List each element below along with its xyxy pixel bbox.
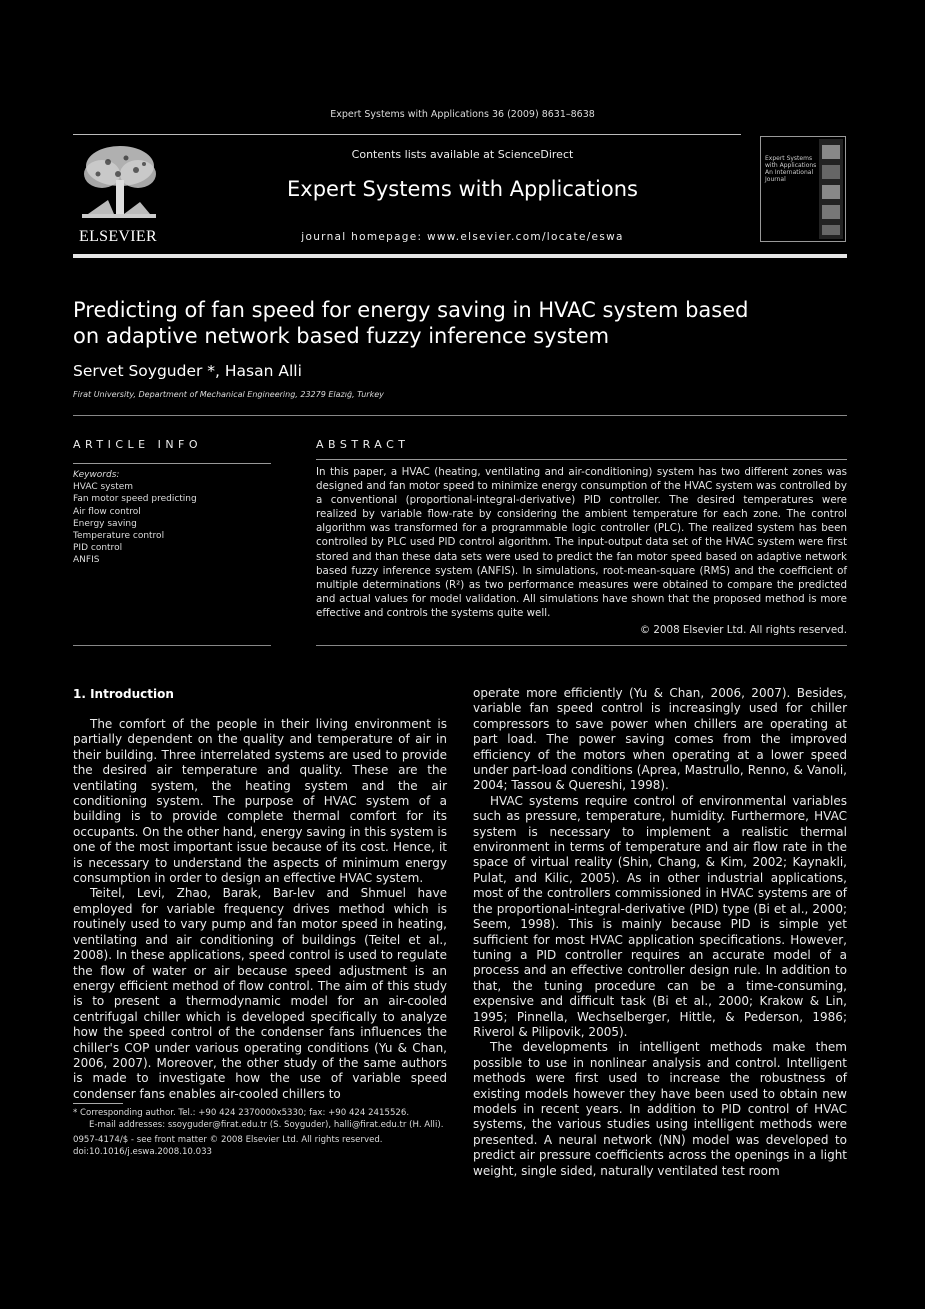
paper-title-line-2: on adaptive network based fuzzy inference system [73, 324, 610, 348]
issn-line: 0957-4174/$ - see front matter © 2008 Elsevier Ltd. All rights reserved. [73, 1135, 383, 1145]
title-divider [73, 415, 847, 416]
body-column-right [473, 686, 847, 1179]
cover-text: Expert Systems with Applications An International Journal [765, 155, 817, 183]
cover-pattern-icon [819, 139, 843, 239]
front-matter [73, 1134, 383, 1158]
footnote [73, 1108, 447, 1131]
keyword-item: Energy saving [73, 518, 137, 529]
paper-title [73, 297, 773, 349]
keyword-item: PID control [73, 543, 123, 554]
affiliation: Firat University, Department of Mechanical Engineering, 23279 Elazığ, Turkey [73, 390, 384, 399]
authors: Servet Soyguder *, Hasan Alli [73, 362, 302, 380]
abstract-rule [316, 459, 847, 460]
contents-availability: Contents lists available at ScienceDirect [351, 148, 574, 161]
keywords-list [73, 469, 273, 567]
article-info-rule [73, 463, 271, 464]
elsevier-tree-icon [78, 144, 160, 224]
body-paragraph: The comfort of the people in their living environment is partially dependent on the quality and temperature of air in their building. Three interrelated systems are used to provide the desired air temperature and quality. These are the ventilating system, the heating system and the air conditioning system. The purpose of HVAC system of a building is to provide complete thermal comfort for its occupants. On the other hand, energy saving in this system is one of the most important issue because of its cost. Hence, it is necessary to understand the aspects of minimum energy consumption in order to design an effective HVAC system. [73, 717, 447, 886]
abstract-text: In this paper, a HVAC (heating, ventilating and air-conditioning) system has two different zones was designed and fan motor speed to minimize energy consumption of the HVAC system was controlled by a conventional (proportional-integral-derivative) PID controller. The desired temperatures were realized by variable flow-rate by considering the ambient temperature for each zone. The control algorithm was transformed for a programmable logic controller (PLC). The realized system has been controlled by PLC used PID control algorithm. The input-output data set of the HVAC system were first stored and than these data sets were used to predict the fan motor speed based on adaptive network based fuzzy inference system (ANFIS). In simulations, root-mean-square (RMS) and the coefficient of multiple determinations (R²) as two performance measures were obtained to compare the predicted and actual values for model validation. All simulations have shown that the proposed method is more effective and controls the systems quite well. [316, 466, 847, 619]
journal-reference: Expert Systems with Applications 36 (2009) 8631–8638 [330, 109, 595, 120]
abstract-heading: ABSTRACT [316, 438, 410, 451]
header-top-rule [73, 134, 741, 135]
introduction-heading: 1. Introduction [73, 687, 174, 701]
article-info-heading: ARTICLE INFO [73, 438, 203, 451]
keyword-item: Temperature control [73, 531, 165, 542]
publisher-name: ELSEVIER [79, 228, 157, 245]
body-paragraph: Teitel, Levi, Zhao, Barak, Bar-lev and Shmuel have employed for variable frequency drives method which is routinely used to vary pump and fan motor speed in heating, ventilating and air conditioning of buildings (Teitel et al., 2008). In these applications, speed control is used to regulate the flow of water or air because speed adjustment is an energy efficient method of flow control. The aim of this study is to present a thermodynamic model for an air-cooled centrifugal chiller which is developed specifically to analyze how the speed control of the condenser fans influences the chiller's COP under various operating conditions (Yu & Chan, 2006, 2007). Moreover, the other study of the same authors is made to investigate how the use of variable speed condenser fans enables air-cooled chillers to [73, 886, 447, 1101]
header-thick-rule [73, 254, 847, 258]
body-paragraph: HVAC systems require control of environmental variables such as pressure, temperature, humidity. Furthermore, HVAC system is necessary to implement a realistic thermal environment in terms of temperature and air flow rate in the space of virtual reality (Shin, Chang, & Kim, 2002; Kaynakli, Pulat, and Kilic, 2005). As in other industrial applications, most of the controllers commissioned in HVAC systems are of the proportional-integral-derivative (PID) type (Bi et al., 2000; Seem, 1998). This is mainly because PID is simple yet sufficient for most HVAC application specifications. However, tuning a PID controller requires an accurate model of a process and an effective controller design rule. In addition to that, the tuning procedure can be a time-consuming, expensive and difficult task (Bi et al., 2000; Krakow & Lin, 1995; Pinnella, Wechselberger, Hittle, & Pederson, 1986; Riverol & Pilipovik, 2005). [473, 793, 847, 1039]
keywords-label: Keywords: [73, 470, 120, 480]
journal-cover-thumbnail [760, 136, 846, 242]
corresponding-author-note: * Corresponding author. Tel.: +90 424 2370000x5330; fax: +90 424 2415526. [73, 1108, 410, 1118]
keyword-item: ANFIS [73, 555, 100, 566]
journal-homepage-link[interactable]: journal homepage: www.elsevier.com/locate/eswa [301, 231, 624, 243]
keyword-item: Fan motor speed predicting [73, 494, 197, 505]
footnote-rule [73, 1103, 123, 1104]
author-emails: E-mail addresses: ssoyguder@firat.edu.tr (S. Soyguder), halli@firat.edu.tr (H. Alli). [89, 1119, 444, 1130]
body-column-left [73, 717, 447, 1102]
keyword-item: HVAC system [73, 482, 134, 493]
body-paragraph: operate more efficiently (Yu & Chan, 2006, 2007). Besides, variable fan speed control is increasingly used for chiller compressors to save power when chillers are operating at part load. The power saving comes from the improved efficiency of the motors when operating at a lower speed under part-load conditions (Aprea, Mastrullo, Renno, & Vanoli, 2004; Tassou & Quereshi, 1998). [473, 686, 847, 793]
journal-title: Expert Systems with Applications [287, 177, 638, 201]
elsevier-logo [72, 140, 164, 248]
abstract-copyright: © 2008 Elsevier Ltd. All rights reserved. [639, 624, 847, 636]
keyword-item: Air flow control [73, 506, 141, 517]
body-paragraph: The developments in intelligent methods make them possible to use in nonlinear analysis and control. Intelligent methods were first used to increase the robustness of existing models however they have been used to obtain new models in recent years. In addition to PID control of HVAC systems, the various studies using intelligent methods were presented. A neural network (NN) model was developed to predict air pressure coefficients across the openings in a light weight, single sided, naturally ventilated test room [473, 1040, 847, 1178]
paper-title-line-1: Predicting of fan speed for energy saving in HVAC system based [73, 298, 749, 322]
article-info-bottom-rule [73, 645, 271, 646]
abstract-bottom-rule [316, 645, 847, 646]
doi-link[interactable]: doi:10.1016/j.eswa.2008.10.033 [73, 1147, 213, 1157]
